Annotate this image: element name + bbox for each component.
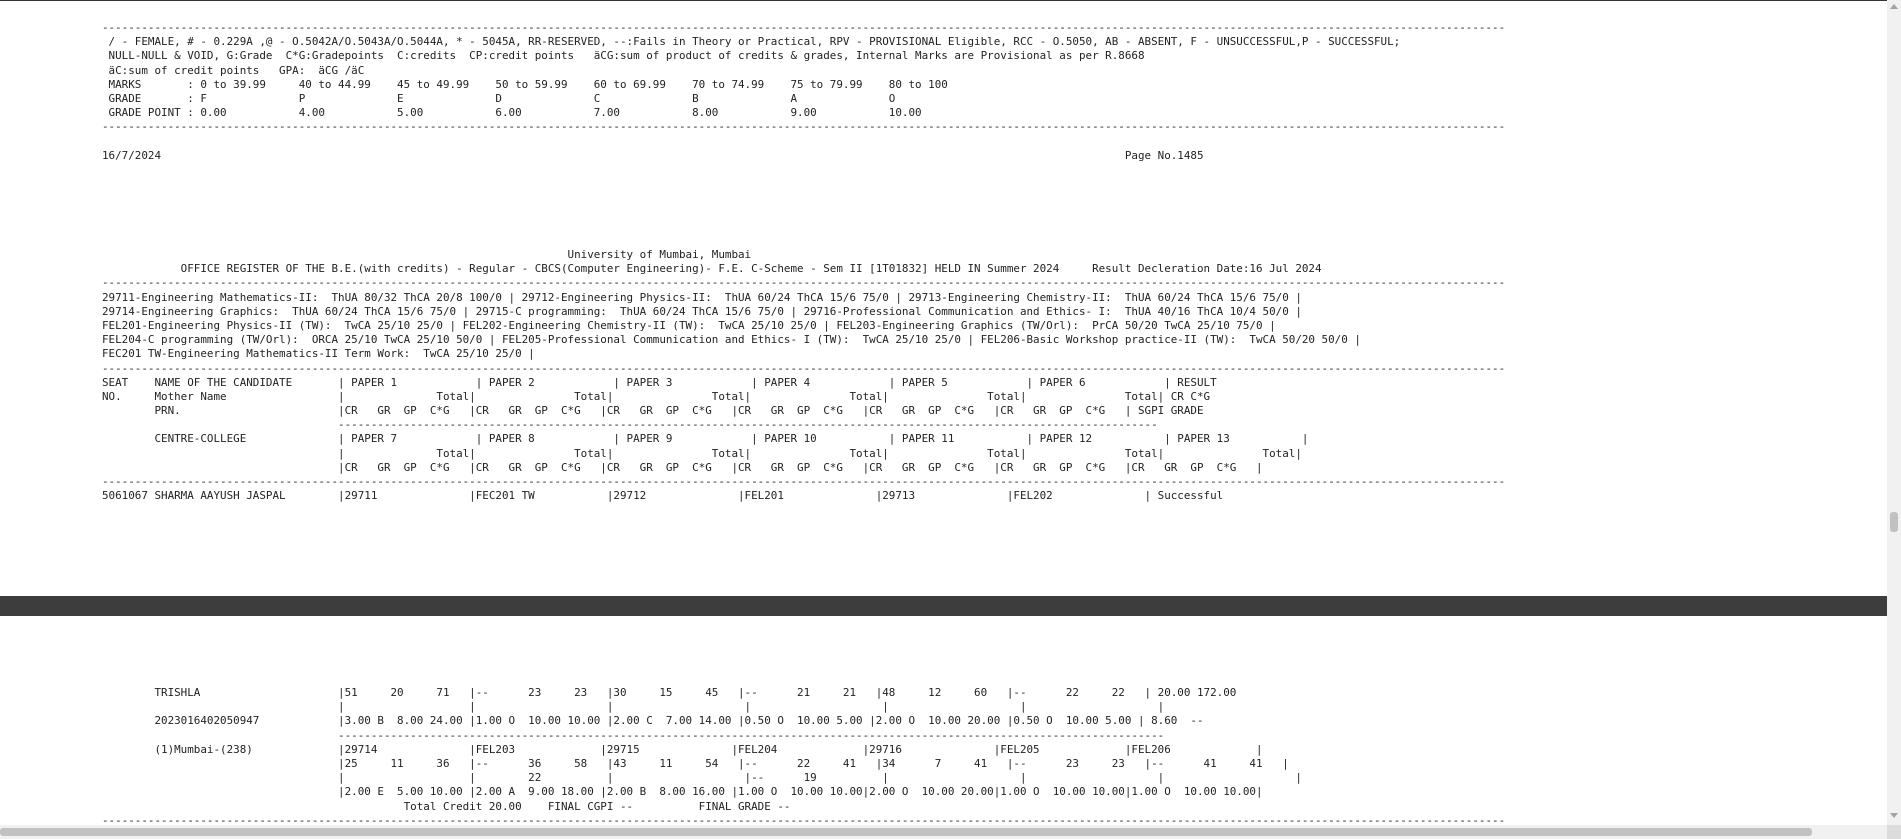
text-line: |CR GR GP C*G |CR GR GP C*G |CR GR GP C*G |CR GR GP C*G |CR GR GP C*G |CR GR GP C*G |CR GR GP C*G | [102, 460, 1263, 474]
text-line [102, 177, 1505, 191]
text-line: University of Mumbai, Mumbai [102, 248, 752, 261]
text-line: ---------------------------------------------------------------------------------------------------------------------------------------------------------------------------------------------------------------------- [102, 361, 1506, 375]
text-line: ---------------------------------------------------------------------------------------------------------------------------------------------------------------------------------------------------------------------- [102, 21, 1506, 34]
horizontal-scrollbar[interactable] [0, 825, 1887, 839]
text-line: GRADE POINT : 0.00 4.00 5.00 6.00 7.00 8.00 9.00 10.00 [102, 106, 922, 120]
text-line: NULL-NULL & VOID, G:Grade C*G:Gradepoints C:credits CP:credit points äCG:sum of product of credits & grades, Internal Marks are Provisional as per R.8668 [102, 49, 1145, 63]
text-line: äC:sum of credit points GPA: äCG /äC [102, 63, 365, 77]
text-line [102, 135, 1505, 149]
text-line: 2023016402050947 |3.00 B 8.00 24.00 |1.00 O 10.00 10.00 |2.00 C 7.00 14.00 |0.50 O 10.00 5.00 |2.00 O 10.00 20.00 |0.50 O 10.00 5.00 | 8.60 -- [102, 714, 1204, 728]
text-line: OFFICE REGISTER OF THE B.E.(with credits) - Regular - CBCS(Computer Engineering)- F.E. C-Scheme - Sem II [1T01832] HELD IN Summer 2024 Result Decleration Date:16 Jul 2024 [102, 262, 1322, 276]
text-line: SEAT NAME OF THE CANDIDATE | PAPER 1 | PAPER 2 | PAPER 3 | PAPER 4 | PAPER 5 | PAPER 6 | RESULT [102, 375, 1217, 389]
text-line: PRN. |CR GR GP C*G |CR GR GP C*G |CR GR GP C*G |CR GR GP C*G |CR GR GP C*G |CR GR GP C*G | SGPI GRADE [102, 404, 1204, 418]
text-line: | Total| Total| Total| Total| Total| Total| Total| [102, 446, 1302, 460]
vertical-scrollbar[interactable] [1887, 0, 1901, 825]
text-line: 5061067 SHARMA AAYUSH JASPAL |29711 |FEC201 TW |29712 |FEL201 |29713 |FEL202 | Successful [102, 489, 1224, 503]
text-line: TRISHLA |51 20 71 |-- 23 23 |30 15 45 |-- 21 21 |48 12 60 |-- 22 22 | 20.00 172.00 [102, 686, 1237, 699]
text-line: GRADE : F P E D C B A O [102, 91, 896, 105]
text-line: CENTRE-COLLEGE | PAPER 7 | PAPER 8 | PAPER 9 | PAPER 10 | PAPER 11 | PAPER 12 | PAPER 13 | [102, 432, 1309, 446]
scroll-down-icon[interactable] [1890, 813, 1898, 818]
text-line: | | 22 | |-- 19 | | | | [102, 771, 1302, 785]
text-line: Total Credit 20.00 FINAL CGPI -- FINAL GRADE -- [102, 799, 791, 813]
text-line: NO. Mother Name | Total| Total| Total| Total| Total| Total| CR C*G [102, 389, 1211, 403]
text-line: MARKS : 0 to 39.99 40 to 44.99 45 to 49.99 50 to 59.99 60 to 69.99 70 to 74.99 75 to 79.99 80 to 100 [102, 77, 948, 91]
text-line [102, 163, 1505, 177]
text-line: 29714-Engineering Graphics: ThUA 60/24 ThCA 15/6 75/0 | 29715-C programming: ThUA 60/24 ThCA 15/6 75/0 | 29716-Professional Communication and Ethics- I: ThUA 40/16 ThCA 10/4 50/0 | [102, 304, 1302, 318]
text-line: |25 11 36 |-- 36 58 |43 11 54 |-- 22 41 |34 7 41 |-- 23 23 |-- 41 41 | [102, 756, 1289, 770]
text-line [102, 220, 1505, 234]
text-line: FEL204-C programming (TW/Orl): ORCA 25/10 TwCA 25/10 50/0 | FEL205-Professional Communication and Ethics- I (TW): TwCA 25/10 25/0 | FEL206-Basic Workshop practice-II (TW): TwCA 50/20 50/0 | [102, 333, 1361, 347]
text-line: | | | | | | | [102, 700, 1165, 714]
text-line [102, 191, 1505, 205]
text-line: ---------------------------------------------------------------------------------------------------------------------------------------------------------------------------------------------------------------------- [102, 276, 1506, 290]
text-line: ---------------------------------------------------------------------------------------------------------------------------------------------------------------------------------------------------------------------- [102, 475, 1506, 488]
text-line: (1)Mumbai-(238) |29714 |FEL203 |29715 |FEL204 |29716 |FEL205 |FEL206 | [102, 742, 1263, 756]
text-line: ------------------------------------------------------------------------------------------------------------------------------ [102, 728, 1165, 742]
text-line: |2.00 E 5.00 10.00 |2.00 A 9.00 18.00 |2.00 B 8.00 16.00 |1.00 O 10.00 10.00|2.00 O 10.00 20.00|1.00 O 10.00 10.00|1.00 O 10.00 10.00| [102, 785, 1263, 799]
text-line: / - FEMALE, # - 0.229A ,@ - O.5042A/O.5043A/O.5044A, * - 5045A, RR-RESERVED, --:Fails in Theory or Practical, RPV - PROVISIONAL Eligible, RCC - O.5050, AB - ABSENT, F - UNSUCCESSFUL,P - SUCCESSFUL; [102, 35, 1401, 49]
text-line: ---------------------------------------------------------------------------------------------------------------------------------------------------------------------------------------------------------------------- [102, 813, 1506, 825]
text-line [102, 234, 1505, 248]
text-line: 16/7/2024 Page No.1485 [102, 148, 1204, 162]
scrollbar-corner [1887, 825, 1901, 839]
text-line: ----------------------------------------------------------------------------------------------------------------------------- [102, 418, 1158, 432]
scroll-up-icon[interactable] [1890, 4, 1898, 9]
text-line: 29711-Engineering Mathematics-II: ThUA 80/32 ThCA 20/8 100/0 | 29712-Engineering Physics-II: ThUA 60/24 ThCA 15/6 75/0 | 29713-Engineering Chemistry-II: ThUA 60/24 ThCA 15/6 75/0 | [102, 290, 1302, 304]
page-separator [0, 596, 1887, 616]
vertical-scroll-thumb[interactable] [1890, 512, 1898, 532]
text-line: FEL201-Engineering Physics-II (TW): TwCA 25/10 25/0 | FEL202-Engineering Chemistry-II (TW): TwCA 25/10 25/0 | FEL203-Engineering Graphics (TW/Orl): PrCA 50/20 TwCA 25/10 75/0 | [102, 318, 1276, 332]
text-line: FEC201 TW-Engineering Mathematics-II Term Work: TwCA 25/10 25/0 | [102, 347, 535, 361]
pdf-page-next [0, 616, 1887, 825]
page-text-bottom [102, 686, 1505, 825]
text-line [102, 205, 1505, 219]
page-text-top [102, 21, 1505, 503]
horizontal-scroll-thumb[interactable] [0, 828, 1812, 836]
text-line: ---------------------------------------------------------------------------------------------------------------------------------------------------------------------------------------------------------------------- [102, 120, 1506, 134]
